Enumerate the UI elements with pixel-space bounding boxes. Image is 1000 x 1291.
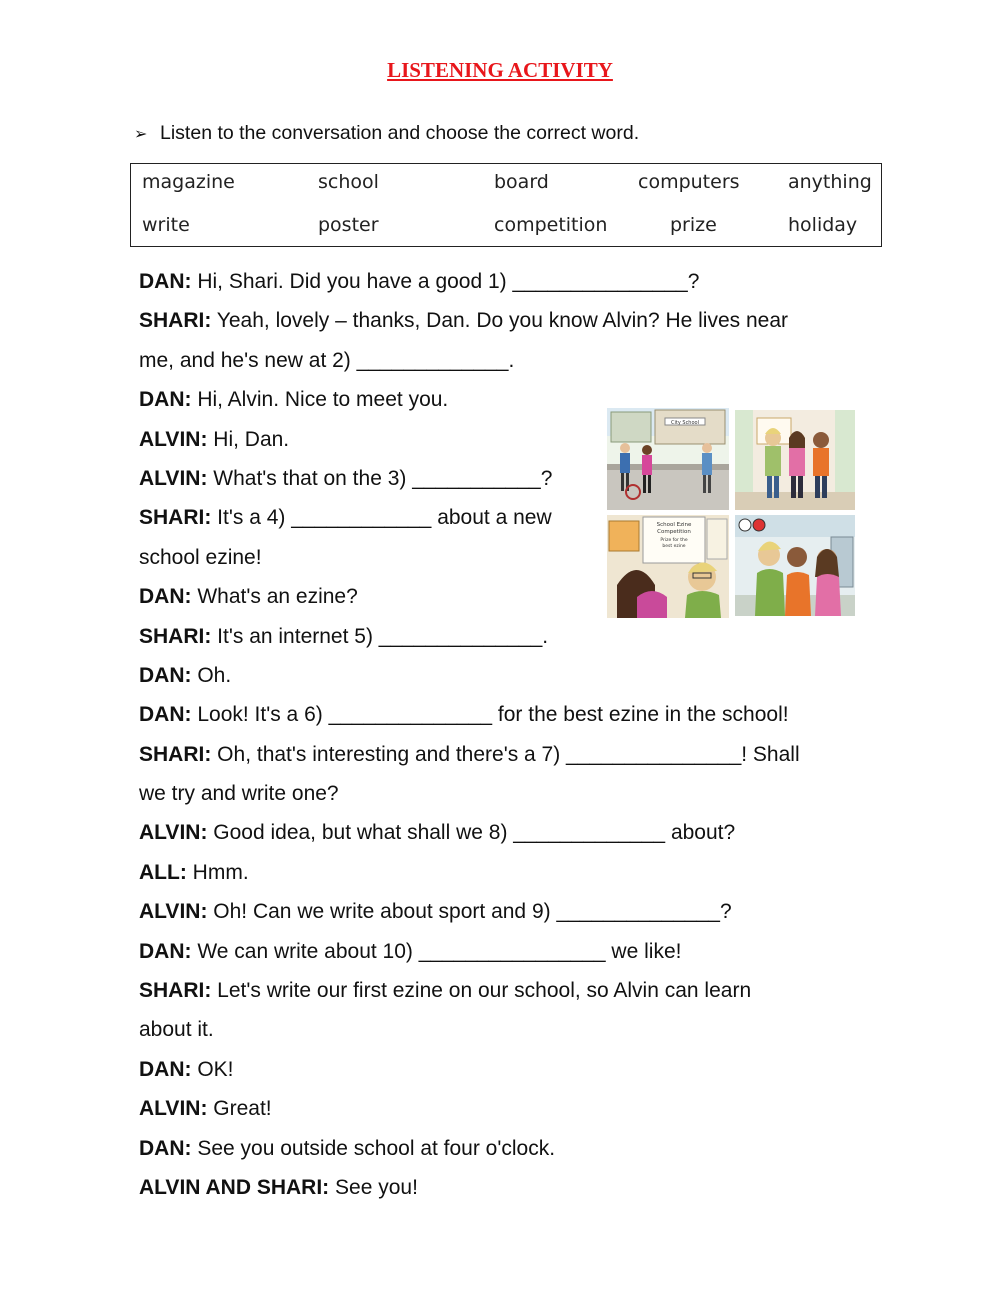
line-text: about it. — [139, 1018, 214, 1042]
dialogue-line — [139, 892, 879, 931]
dialogue-line — [139, 1089, 879, 1128]
line-text: OK! — [191, 1057, 234, 1081]
kids-walking-illustration — [735, 410, 855, 510]
line-text: It's an internet 5) ______________. — [211, 624, 549, 648]
word-bank-item: computers — [638, 171, 740, 193]
word-bank-item: competition — [494, 214, 608, 236]
line-text: we try and write one? — [139, 782, 339, 806]
line-text: Hi, Alvin. Nice to meet you. — [191, 388, 449, 412]
line-text: Oh. — [191, 663, 232, 687]
line-text: school ezine! — [139, 545, 262, 569]
dialogue-line — [139, 1010, 879, 1049]
speaker-label: SHARI: — [139, 309, 212, 333]
speaker-label: ALVIN: — [139, 427, 208, 451]
dialogue-line — [139, 932, 879, 971]
dialogue-line — [139, 695, 879, 734]
city-school-sign: City School — [671, 420, 699, 426]
dialogue-line — [139, 1129, 879, 1168]
word-bank-item: anything — [788, 171, 872, 193]
word-bank-item: school — [318, 171, 379, 193]
line-text: See you! — [329, 1175, 418, 1199]
speaker-label: DAN: — [139, 1057, 192, 1081]
line-text: Good idea, but what shall we 8) _____________ about? — [207, 821, 736, 845]
line-text: me, and he's new at 2) _____________. — [139, 348, 515, 372]
speaker-label: DAN: — [139, 585, 192, 609]
poster-illustration — [607, 515, 729, 618]
dialogue — [139, 262, 879, 1207]
line-text: Oh! Can we write about sport and 9) ______________? — [207, 900, 732, 924]
dialogue-line — [139, 774, 879, 813]
dialogue-line — [139, 617, 879, 656]
word-bank-item: write — [142, 214, 190, 236]
line-text: See you outside school at four o'clock. — [191, 1136, 556, 1160]
speaker-label: ALVIN: — [139, 900, 208, 924]
speaker-label: DAN: — [139, 939, 192, 963]
instruction — [134, 122, 639, 145]
dialogue-line — [139, 262, 879, 301]
street-scene-illustration — [607, 408, 729, 510]
line-text: Yeah, lovely – thanks, Dan. Do you know Alvin? He lives near — [211, 309, 789, 333]
line-text: Hi, Dan. — [207, 427, 290, 451]
dialogue-line — [139, 301, 879, 340]
dialogue-line — [139, 971, 879, 1010]
line-text: Look! It's a 6) ______________ for the best ezine in the school! — [191, 703, 789, 727]
speaker-label: ALL: — [139, 860, 187, 884]
line-text: Hmm. — [186, 860, 249, 884]
speaker-label: DAN: — [139, 270, 192, 293]
poster-text-line: School Ezine — [656, 522, 692, 528]
speaker-label: DAN: — [139, 388, 192, 412]
speaker-label: DAN: — [139, 703, 192, 727]
line-text: Great! — [207, 1097, 272, 1121]
speaker-label: DAN: — [139, 1136, 192, 1160]
line-text: Hi, Shari. Did you have a good 1) _______________? — [191, 270, 700, 293]
page-title: LISTENING ACTIVITY — [387, 58, 613, 82]
poster-text-line: Prize for the — [660, 538, 688, 543]
line-text: We can write about 10) ________________ we like! — [191, 939, 682, 963]
speaker-label: ALVIN: — [139, 466, 208, 490]
dialogue-line — [139, 341, 879, 380]
speaker-label: SHARI: — [139, 506, 212, 530]
dialogue-line — [139, 1050, 879, 1089]
word-bank-item: holiday — [788, 214, 858, 236]
speaker-label: SHARI: — [139, 624, 212, 648]
dialogue-line — [139, 735, 879, 774]
dialogue-line — [139, 853, 879, 892]
line-text: What's an ezine? — [191, 585, 358, 609]
line-text: It's a 4) ____________ about a new — [211, 506, 552, 530]
speaker-label: SHARI: — [139, 742, 212, 766]
corridor-illustration — [735, 515, 855, 616]
poster-text-line: best ezine — [662, 544, 686, 549]
line-text: What's that on the 3) ___________? — [207, 466, 553, 490]
line-text: Oh, that's interesting and there's a 7) _______________! Shall — [211, 742, 800, 766]
word-bank — [130, 163, 882, 247]
speaker-label: ALVIN: — [139, 821, 208, 845]
instruction-text: Listen to the conversation and choose the correct word. — [160, 122, 640, 144]
poster-text-line: Competition — [657, 529, 691, 535]
speaker-label: ALVIN AND SHARI: — [139, 1175, 330, 1199]
line-text: Let's write our first ezine on our school, so Alvin can learn — [211, 979, 752, 1003]
word-bank-item: magazine — [142, 171, 235, 193]
dialogue-line — [139, 656, 879, 695]
word-bank-item: poster — [318, 214, 379, 236]
word-bank-item: prize — [670, 214, 717, 236]
dialogue-line — [139, 1168, 879, 1207]
word-bank-item: board — [494, 171, 549, 193]
arrow-bullet-icon: ➢ — [134, 126, 148, 143]
speaker-label: ALVIN: — [139, 1097, 208, 1121]
speaker-label: SHARI: — [139, 979, 212, 1003]
dialogue-line — [139, 813, 879, 852]
speaker-label: DAN: — [139, 663, 192, 687]
